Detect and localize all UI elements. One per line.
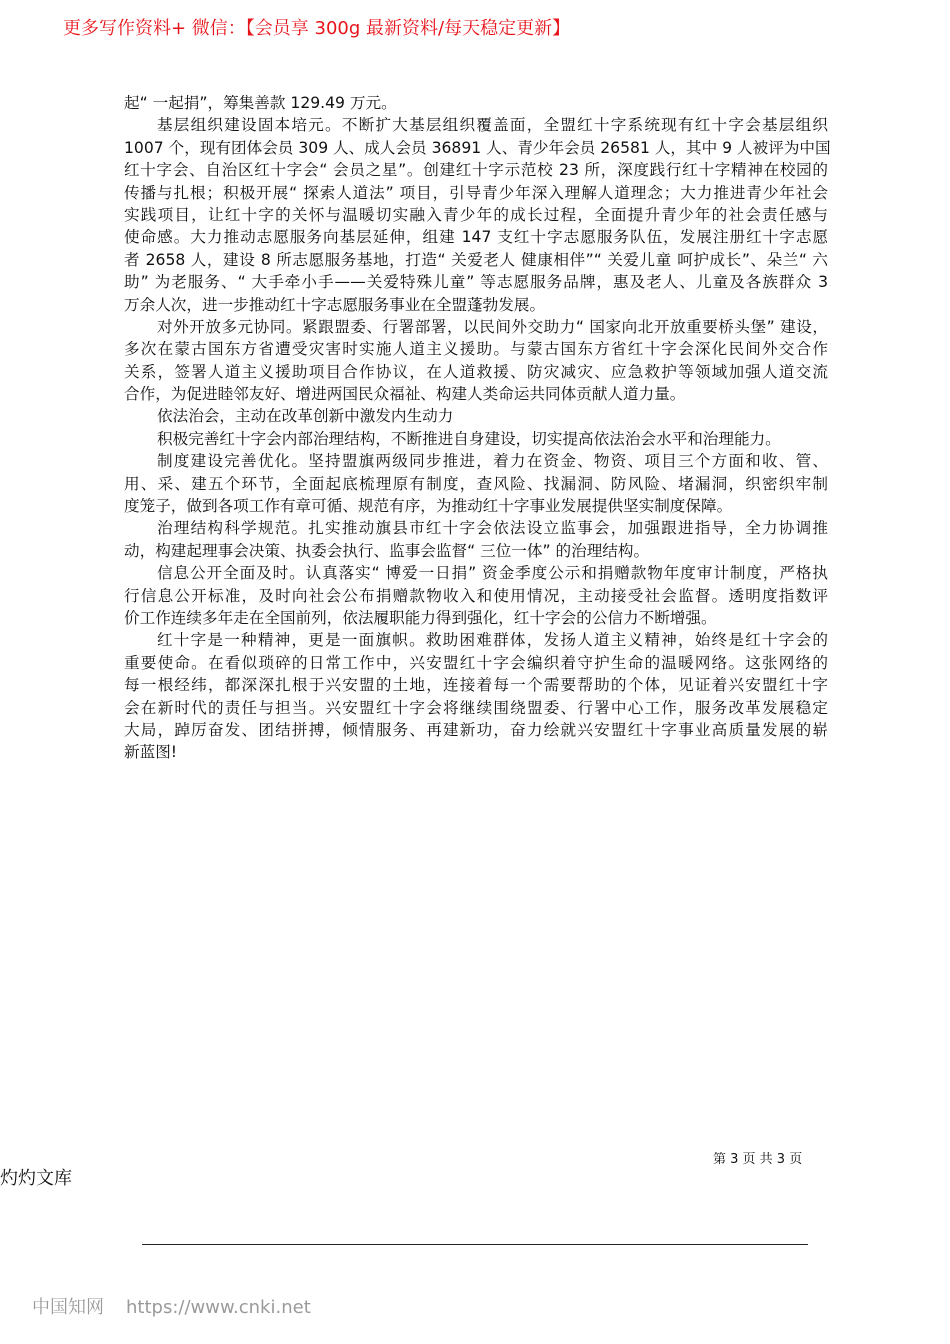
text-line: 大局，踔厉奋发、团结拼搏，倾情服务、再建新功，奋力绘就兴安盟红十字事业高质量发展的崭	[124, 720, 828, 739]
library-label: 灼灼文库	[0, 1168, 72, 1189]
text-line: 对外开放多元协同。紧跟盟委、行署部署，以民间外交助力“ 国家向北开放重要桥头堡” 建设，	[157, 317, 828, 336]
text-line: 价工作连续多年走在全国前列，依法履职能力得到强化，红十字会的公信力不断增强。	[124, 608, 717, 627]
watermark-name: 中国知网	[32, 1297, 104, 1318]
text-line: 传播与扎根；积极开展“ 探索人道法” 项目，引导青少年深入理解人道理念；大力推进青少年社会	[124, 183, 828, 202]
text-line: 新蓝图!	[124, 743, 178, 762]
page-number: 第 3 页 共 3 页	[713, 1152, 803, 1167]
text-line: 实践项目，让红十字的关怀与温暖切实融入青少年的成长过程，全面提升青少年的社会责任感与	[124, 205, 828, 224]
text-line: 会在新时代的责任与担当。兴安盟红十字会将继续围绕盟委、行署中心工作，服务改革发展稳定	[124, 698, 828, 717]
text-line: 制度建设完善优化。坚持盟旗两级同步推进，着力在资金、物资、项目三个方面和收、管、	[157, 452, 828, 471]
text-line: 治理结构科学规范。扎实推动旗县市红十字会依法设立监事会，加强跟进指导，全力协调推	[157, 519, 828, 538]
watermark-url: https://www.cnki.net	[126, 1297, 311, 1318]
text-line: 用、采、建五个环节，全面起底梳理原有制度，查风险、找漏洞、防风险、堵漏洞，织密织牢制	[124, 474, 828, 493]
text-line: 信息公开全面及时。认真落实“ 博爱一日捐” 资金季度公示和捐赠款物年度审计制度，严格执	[157, 564, 828, 583]
text-line: 关系，签署人道主义援助项目合作协议，在人道救援、防灾减灾、应急救护等领域加强人道交流	[124, 362, 828, 381]
text-line: 重要使命。在看似琐碎的日常工作中，兴安盟红十字会编织着守护生命的温暖网络。这张网络的	[124, 653, 828, 672]
text-line: 动，构建起理事会决策、执委会执行、监事会监督“ 三位一体” 的治理结构。	[124, 541, 650, 560]
document-body	[124, 92, 831, 764]
text-line: 每一根经纬，都深深扎根于兴安盟的土地，连接着每一个需要帮助的个体，见证着兴安盟红十字	[124, 676, 828, 695]
promo-banner: 更多写作资料+ 微信：【会员享 300g 最新资料/每天稳定更新】	[63, 18, 571, 39]
watermark	[32, 1293, 311, 1319]
text-line: 万余人次，进一步推动红十字志愿服务事业在全盟蓬勃发展。	[124, 295, 546, 314]
text-line: 积极完善红十字会内部治理结构，不断推进自身建设，切实提高依法治会水平和治理能力。	[157, 429, 781, 448]
text-line: 使命感。大力推动志愿服务向基层延伸，组建 147 支红十字志愿服务队伍，发展注册红十字志愿	[124, 228, 828, 247]
text-line: 依法治会，主动在改革创新中激发内生动力	[157, 407, 454, 426]
text-line: 红十字会、自治区红十字会“ 会员之星”。创建红十字示范校 23 所，深度践行红十字精神在校园的	[124, 161, 828, 180]
text-line: 合作，为促进睦邻友好、增进两国民众福祉、构建人类命运共同体贡献人道力量。	[124, 385, 686, 404]
text-line: 起“ 一起捐”，筹集善款 129.49 万元。	[124, 94, 397, 112]
text-line: 1007 个，现有团体会员 309 人、成人会员 36891 人、青少年会员 26581 人，其中 9 人被评为中国	[124, 138, 831, 157]
text-line: 助” 为老服务、“ 大手牵小手——关爱特殊儿童” 等志愿服务品牌，惠及老人、儿童及各族群众 3	[124, 273, 828, 292]
text-line: 基层组织建设固本培元。不断扩大基层组织覆盖面，全盟红十字系统现有红十字会基层组织	[157, 116, 828, 135]
text-line: 行信息公开标准，及时向社会公布捐赠款物收入和使用情况，主动接受社会监督。透明度指数评	[124, 586, 828, 605]
text-line: 多次在蒙古国东方省遭受灾害时实施人道主义援助。与蒙古国东方省红十字会深化民间外交合作	[124, 340, 828, 359]
text-line: 度笼子，做到各项工作有章可循、规范有序，为推动红十字事业发展提供坚实制度保障。	[124, 497, 733, 516]
text-line: 者 2658 人，建设 8 所志愿服务基地，打造“ 关爱老人 健康相伴”“ 关爱儿童 呵护成长”、朵兰“ 六	[124, 250, 828, 269]
text-line: 红十字是一种精神，更是一面旗帜。救助困难群体，发扬人道主义精神，始终是红十字会的	[157, 631, 828, 650]
footer-divider	[142, 1244, 808, 1245]
